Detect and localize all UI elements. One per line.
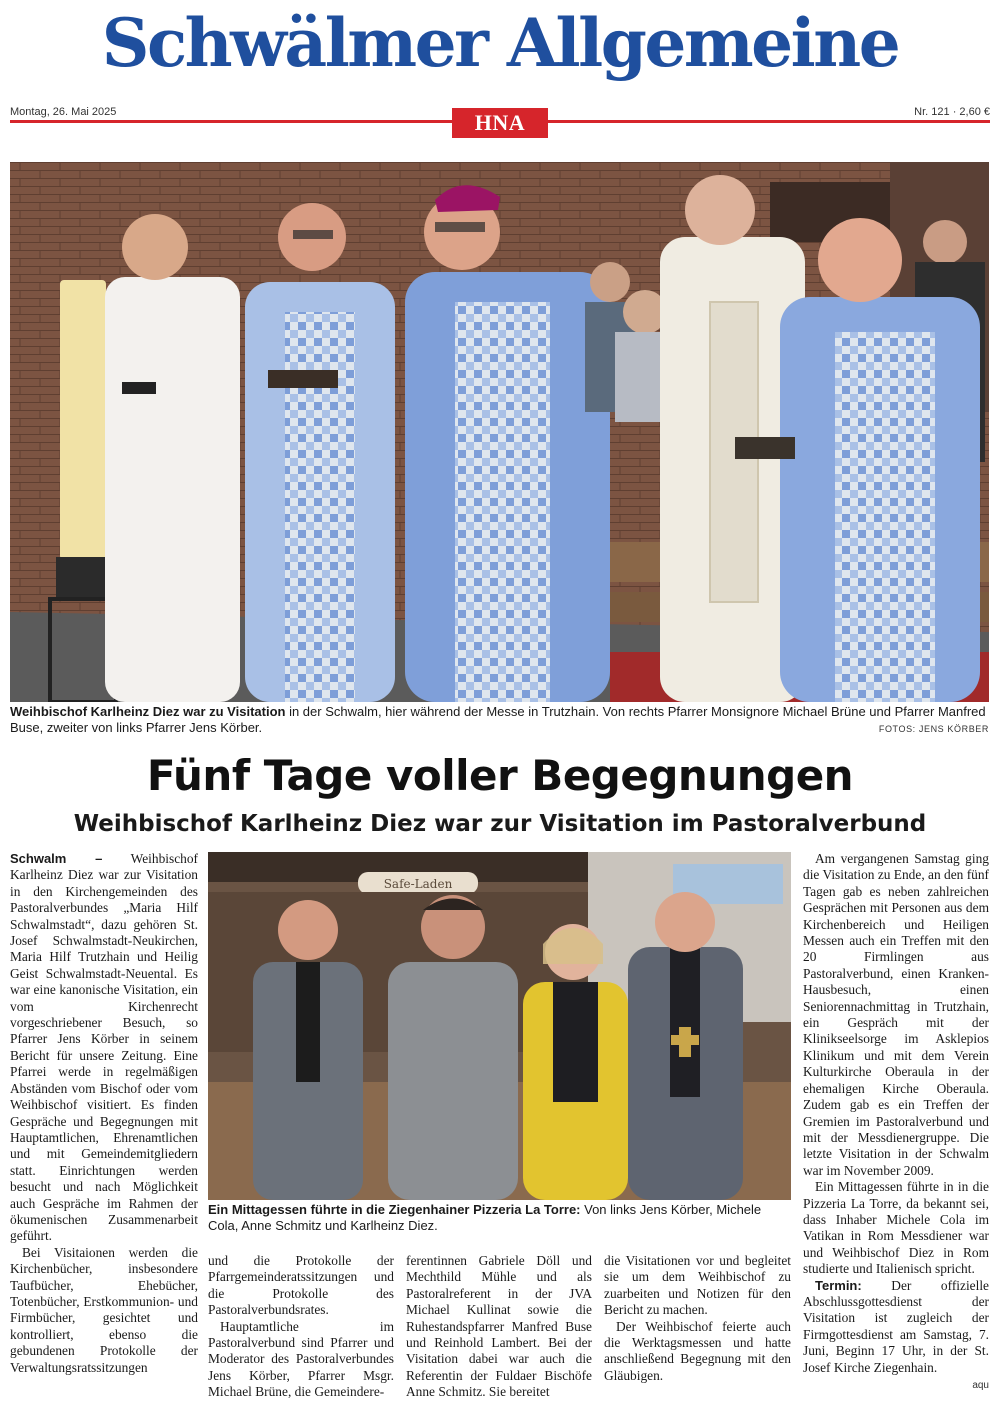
article-column-2: und die Protokolle der Pfarrgemeinderatssitzungen und die Protokolle des Pastoralverbundsrates. Hauptamtliche im Pastoralverbund sind Pfarrer und Moderator des Pastoralverbundes Jens Körber, Pfarrer Msgr. Michael Brüne, die Gemeindere- <box>208 1253 394 1400</box>
issue-date: Montag, 26. Mai 2025 <box>10 106 117 118</box>
dateline: Schwalm – <box>10 851 103 866</box>
issue-number-price: Nr. 121 · 2,60 € <box>914 106 990 118</box>
termin-label: Termin: <box>815 1277 862 1293</box>
article-headline: Fünf Tage voller Begegnungen <box>146 751 854 800</box>
hna-logo: HNA <box>452 108 548 138</box>
mass-photo-illustration <box>10 162 989 702</box>
restaurant-photo <box>208 852 791 1200</box>
article-column-3: ferentinnen Gabriele Döll und Mechthild Mühle und als Pastoralreferent in der JVA Michael Kullinat sowie die Ruhestandspfarrer Manfred Buse und Reinhold Lambert. Bei der Visitation dabei war auch die Referentin der Fuldaer Bischöfe Anne Schmitz. Sie bereitet <box>406 1253 592 1400</box>
article-column-5: Am vergangenen Samstag ging die Visitation zu Ende, an den fünf Tagen gab es neben zahlreichen Gesprächen mit Personen aus dem Kirchenbereich und Heiligen Messen auch ein Treffen mit den 20 Firmlingen aus Pastoralverbund, einen Kranken-Hausbesuch, einen Seniorennachmittag in Trutzhain, ein Gespräch mit der Klinikseelsorge im Asklepios Klinikum und mit dem Verein Kulturkirche Oberaula in der ehemaligen Kirche Oberaula. Zudem gab es ein Treffen der Gremien im Pastoralverbund und mit der Messdienergruppe. Die letzte Visitation in der Schwalm war im November 2009. Ein Mittagessen führte in in die Pizzeria La Torre, da bekannt sei, dass Inhaber Michele Cola im Vatikan in Rom Messdiener war und Weihbischof Diez in Rom studierte und Italienisch spricht. Termin: Der offizielle Abschlussgottesdienst der Visitation ist zugleich der Firmgottesdienst am Samstag, 7. Juni, Beginn 17 Uhr, in der St. Josef Kirche Ziegenhain. <box>803 851 989 1375</box>
restaurant-photo-caption: Ein Mittagessen führte in die Ziegenhainer Pizzeria La Torre: Von links Jens Körber, Michele Cola, Anne Schmitz und Karlheinz Diez. <box>208 1202 762 1233</box>
newspaper-title: Schwälmer Allgemeine <box>101 4 899 82</box>
article-subheadline: Weihbischof Karlheinz Diez war zur Visitation im Pastoralverbund <box>73 811 927 837</box>
restaurant-photo-illustration <box>208 852 791 1200</box>
author-initials: aqu <box>972 1380 989 1391</box>
main-photo-caption: Weihbischof Karlheinz Diez war zu Visitation in der Schwalm, hier während der Messe in Trutzhain. Von rechts Pfarrer Monsignore Michael Brüne und Pfarrer Manfred Buse, zweiter von links Pfarrer Jens Körber. <box>10 704 986 735</box>
restaurant-sign-text: Safe-Laden <box>383 877 453 891</box>
main-photo <box>10 162 989 702</box>
article-column-4: die Visitationen vor und begleitet sie um dem Weihbischof zu zuarbeiten und Notizen für den Bericht zu machen. Der Weihbischof feierte auch die Werktagsmessen und hatte anschließend Begegnung mit den Gläubigen. <box>604 1253 791 1383</box>
photo-credit: FOTOS: JENS KÖRBER <box>878 724 989 734</box>
article-column-1: Schwalm – Weihbischof Karlheinz Diez war zur Visitation in den Kirchengemeinden des Pastoralverbundes „Maria Hilf Schwalmstadt“, dazu gehören St. Josef Schwalmstadt-Neukirchen, Maria Hilf Trutzhain und Heilig Geist Schwalmstadt-Neuental. Es war eine kanonische Visitation, ein vom Kirchenrecht vorgeschriebener Besuch, so Pfarrer Jens Körber in seinem Bericht für unsere Zeitung. Eine Pfarrei werde in regelmäßigen Abständen vom Bischof oder vom Weihbischof visitiert. Es finden Gespräche und Begegnungen mit Hauptamtlichen, Ehrenamtlichen und mit Gemeindemitgliedern statt. Einrichtungen werden besucht und nach Möglichkeit auch Gespräche im Rahmen der ökumenischen Zusammenarbeit geführt. Bei Visitaionen werden die Kirchenbücher, insbesondere Taufbücher, Ehebücher, Totenbücher, Erstkommunion- und Firmbücher, gesichtet und kontrolliert, ebenso die gebundenen Protokolle der Verwaltungsratssitzungen <box>10 851 198 1375</box>
